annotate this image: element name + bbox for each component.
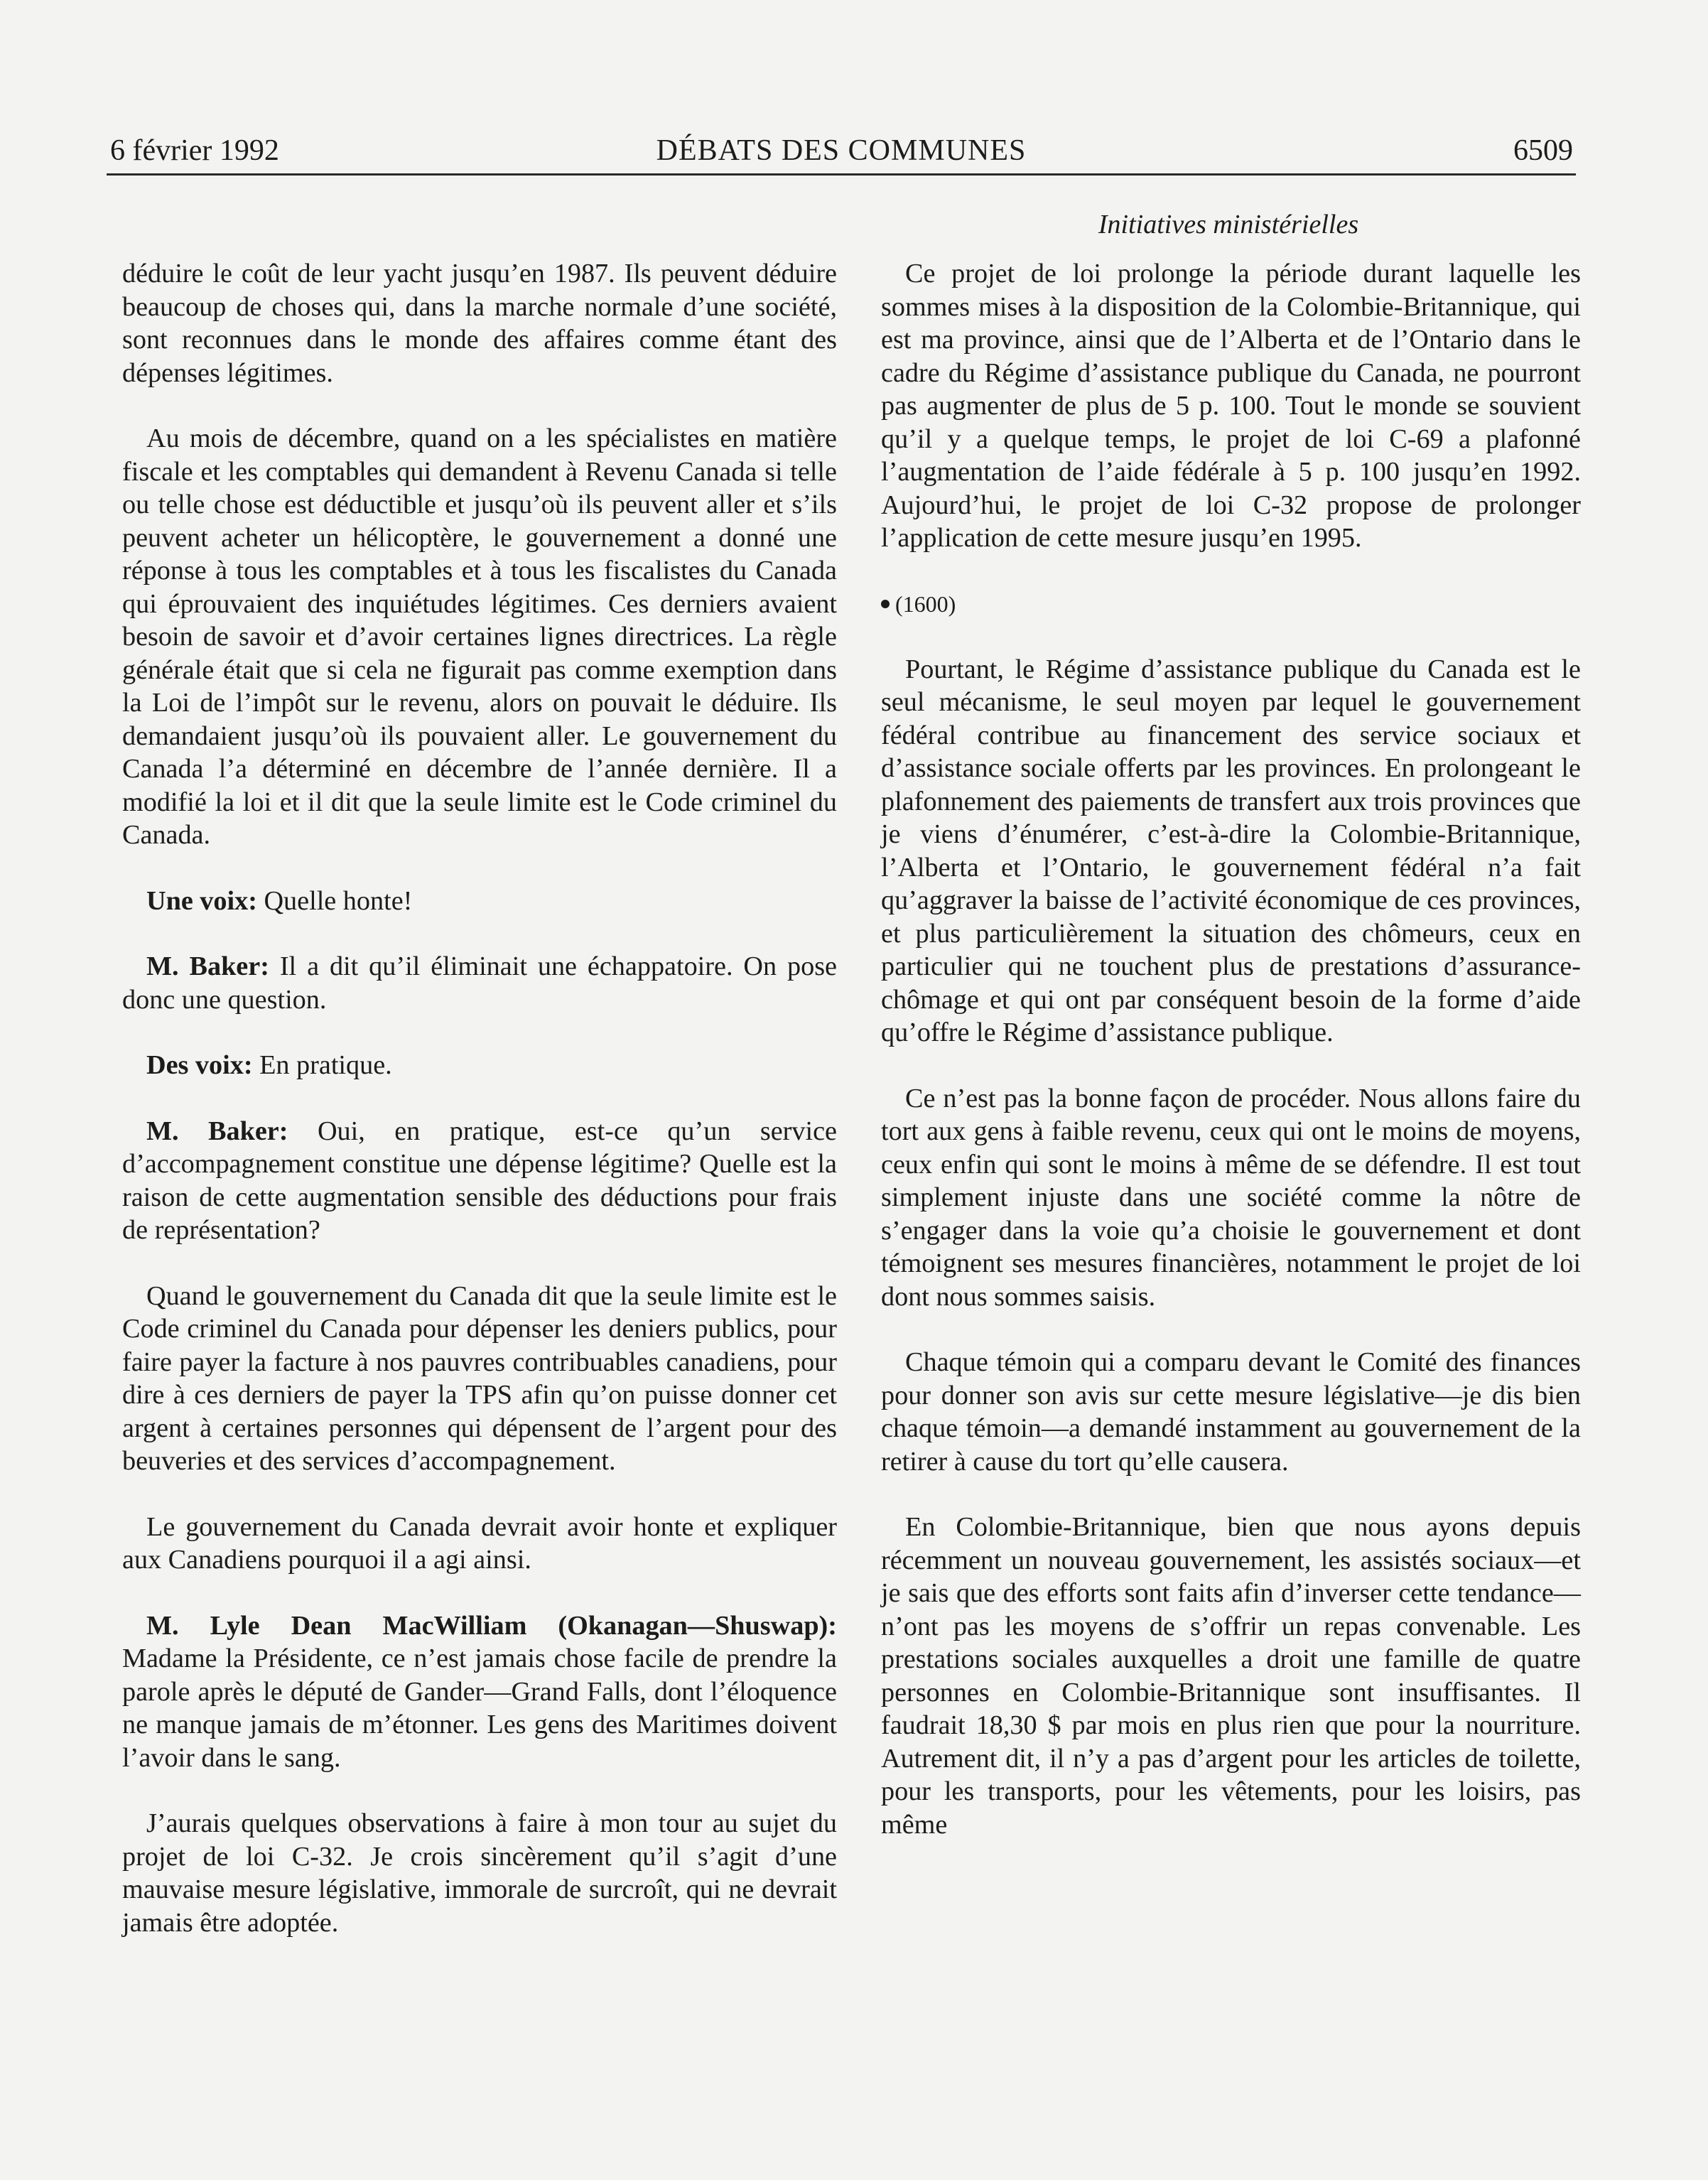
paragraph: Chaque témoin qui a comparu devant le Comité des finances pour donner son avis sur cette mesure législative—je dis bien chaque témoin—a demandé instamment au gouvernement de la retirer à cause du tort qu’elle causera. xyxy=(881,1347,1581,1477)
paragraph: J’aurais quelques observations à faire à mon tour au sujet du projet de loi C-32. Je crois sincèrement qu’il s’agit d’une mauvaise mesure législative, immorale de surcroît, qui ne devrait jamais être adoptée. xyxy=(122,1808,837,1938)
paragraph: Ce projet de loi prolonge la période durant laquelle les sommes mises à la disposition de la Colombie-Britannique, qui est ma province, ainsi que de l’Alberta et de l’Ontario dans le cadre du Régime d’assistance publique du Canada, ne pourront pas augmenter de plus de 5 p. 100. Tout le monde se souvient qu’il y a quelque temps, le projet de loi C-69 a plafonné l’augmentation de l’aide fédérale à 5 p. 100 jusqu’en 1992. Aujourd’hui, le projet de loi C-32 propose de prolonger l’application de cette mesure jusqu’en 1995. xyxy=(881,259,1581,553)
speech-text: Il a dit qu’il éliminait une échappatoire. On pose donc une question. xyxy=(122,951,838,1015)
paragraph: Au mois de décembre, quand on a les spécialistes en matière fiscale et les comptables qui demandent à Revenu Canada si telle ou telle chose est déductible et jusqu’où ils peuvent aller et s’ils peuvent acheter un hélicoptère, le gouvernement a donné une réponse à tous les comptables et à tous les fiscalistes du Canada qui éprouvaient des inquiétudes légitimes. Ces derniers avaient besoin de savoir et d’avoir certaines lignes directrices. La règle générale était que si cela ne figurait pas comme exemption dans la Loi de l’impôt sur le revenu, alors on pouvait le déduire. Ils demandaient jusqu’où ils pouvaient aller. Le gouvernement du Canada l’a déterminé en décembre de l’année dernière. Il a modifié la loi et il dit que la seule limite est le Code criminel du Canada. xyxy=(122,423,837,850)
speech-entry xyxy=(122,885,837,918)
speech-entry xyxy=(122,1115,837,1247)
bullet-icon xyxy=(881,600,890,608)
paragraph: Ce n’est pas la bonne façon de procéder. Nous allons faire du tort aux gens à faible revenu, ceux qui ont le moins de moyens, ceux enfin qui sont le moins à même de se défendre. Il est tout simplement injuste dans une société comme la nôtre de s’engager dans la voie qu’a choisie le gouvernement et dont témoignent ses mesures financières, notamment le projet de loi dont nous sommes saisis. xyxy=(881,1083,1581,1312)
speaker-name: M. Baker: xyxy=(146,951,269,981)
speech-entry xyxy=(122,1609,837,1775)
speaker-name: Des voix: xyxy=(146,1050,253,1080)
left-column xyxy=(122,257,837,1972)
section-title: Initiatives ministérielles xyxy=(1098,210,1359,239)
speech-text: Oui, en pratique, est-ce qu’un service d’accompagnement constitue une dépense légitime? Quelle est la raison de cette augmentation sensible des déductions pour frais de représentation? xyxy=(122,1116,838,1245)
speech-entry xyxy=(122,950,837,1016)
paragraph: Pourtant, le Régime d’assistance publique du Canada est le seul mécanisme, le seul moyen par lequel le gouvernement fédéral contribue au financement des service sociaux et d’assistance sociale offerts par les provinces. En prolongeant le plafonnement des paiements de transfert aux trois provinces que je viens d’énumérer, c’est-à-dire la Colombie-Britannique, l’Alberta et l’Ontario, le gouvernement fédéral n’a fait qu’aggraver la baisse de l’activité économique de ces provinces, et plus particulièrement la situation des chômeurs, ceux en particulier qui ne touchent plus de prestations d’assurance-chômage et qui ont par conséquent besoin de la forme d’aide qu’offre le Régime d’assistance publique. xyxy=(881,654,1581,1047)
time-marker-text: (1600) xyxy=(895,590,956,617)
speech-entry xyxy=(122,1049,837,1082)
page-header xyxy=(107,128,1576,171)
speech-text: Quelle honte! xyxy=(264,885,413,916)
paragraph: Le gouvernement du Canada devrait avoir honte et expliquer aux Canadiens pourquoi il a agi ainsi. xyxy=(122,1511,837,1575)
header-title: DÉBATS DES COMMUNES xyxy=(656,134,1027,167)
speaker-name: Une voix: xyxy=(146,885,257,916)
paragraph: Quand le gouvernement du Canada dit que la seule limite est le Code criminel du Canada pour dépenser les deniers publics, pour faire payer la facture à nos pauvres contribuables canadiens, pour dire à ces derniers de payer la TPS afin qu’on puisse donner cet argent à certaines personnes qui dépensent de l’argent pour des beuveries et des services d’accompagnement. xyxy=(122,1280,837,1476)
paragraph: En Colombie-Britannique, bien que nous ayons depuis récemment un nouveau gouvernement, les assistés sociaux—et je sais que des efforts sont faits afin d’inverser cette tendance—n’ont pas les moyens de s’offrir un repas convenable. Les prestations sociales auxquelles a droit une famille de quatre personnes en Colombie-Britannique sont insuffisantes. Il faudrait 18,30 $ par mois en plus rien que pour la nourriture. Autrement dit, il n’y a pas d’argent pour les articles de toilette, pour les transports, pour les vêtements, pour les loisirs, pas même xyxy=(881,1512,1581,1840)
header-date: 6 février 1992 xyxy=(110,134,279,167)
speech-text: Madame la Présidente, ce n’est jamais chose facile de prendre la parole après le député de Gander—Grand Falls, dont l’éloquence ne manque jamais de m’étonner. Les gens des Maritimes doivent l’avoir dans le sang. xyxy=(122,1644,837,1773)
speech-text: En pratique. xyxy=(259,1050,392,1080)
time-marker xyxy=(881,588,1581,620)
right-column xyxy=(881,257,1581,1874)
header-rule xyxy=(107,173,1576,176)
header-page-number: 6509 xyxy=(1513,134,1573,167)
speaker-name: M. Lyle Dean MacWilliam (Okanagan—Shuswap): xyxy=(146,1610,837,1641)
paragraph: déduire le coût de leur yacht jusqu’en 1987. Ils peuvent déduire beaucoup de choses qui, dans la marche normale d’une société, sont reconnues dans le monde des affaires comme étant des dépenses légitimes. xyxy=(122,259,837,388)
speaker-name: M. Baker: xyxy=(146,1116,288,1146)
